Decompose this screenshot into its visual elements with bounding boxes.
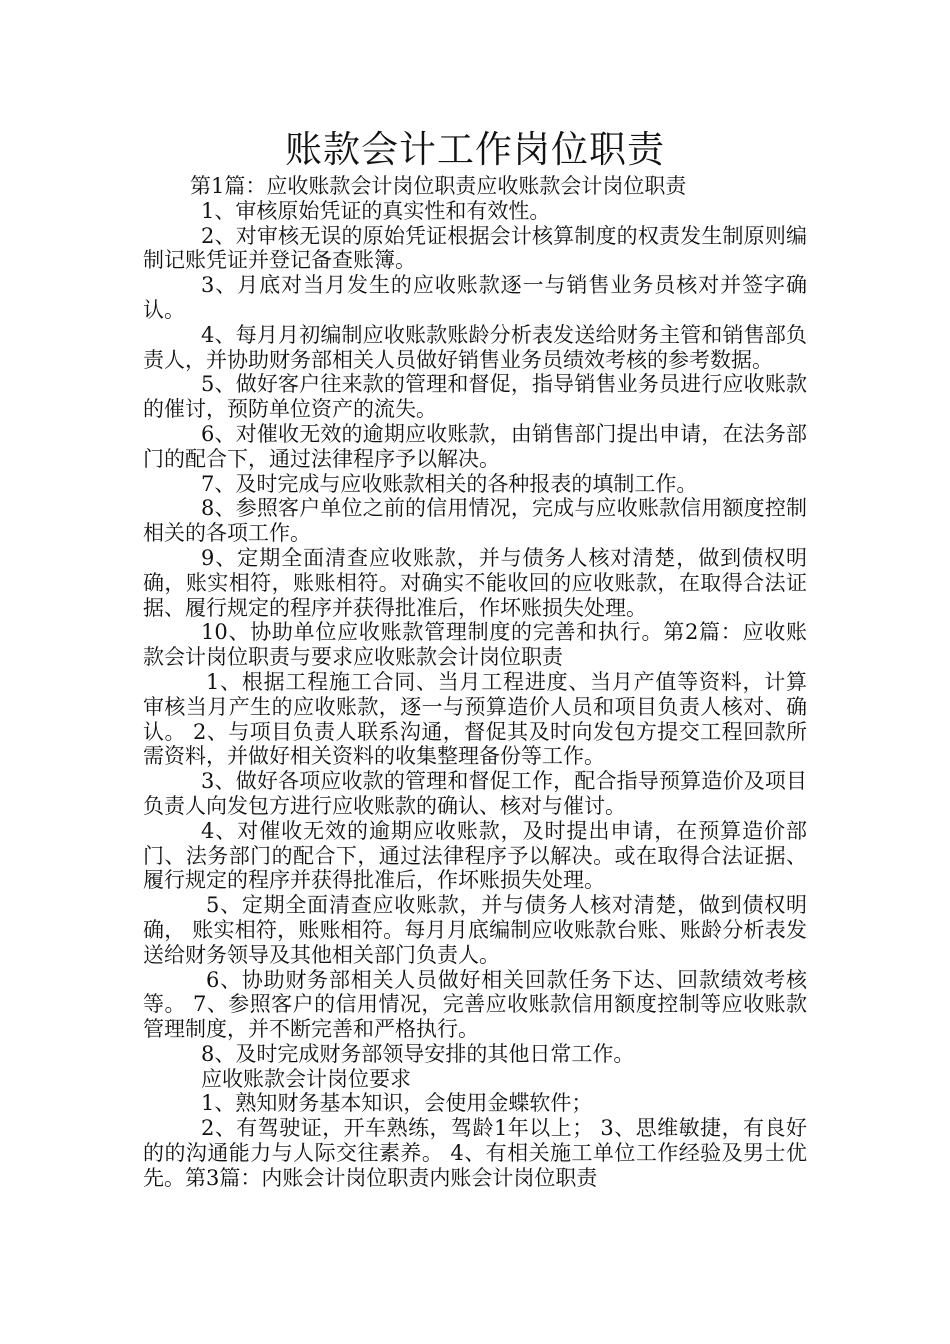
document-title: 账款会计工作岗位职责: [285, 128, 665, 171]
body-paragraph: 8、参照客户单位之前的信用情况，完成与应收账款信用额度控制相关的各项工作。: [143, 496, 807, 546]
body-paragraph: 10、协助单位应收账款管理制度的完善和执行。第2篇：应收账款会计岗位职责与要求应收账款会计岗位职责: [143, 620, 807, 670]
body-paragraph: 3、月底对当月发生的应收账款逐一与销售业务员核对并签字确认。: [143, 273, 807, 322]
body-paragraph: 2、有驾驶证，开车熟练，驾龄1年以上； 3、思维敏捷，有良好的的沟通能力与人际交往素养。 4、有相关施工单位工作经验及男士优先。第3篇：内账会计岗位职责内账会计岗位职责: [143, 1116, 807, 1190]
body-paragraph: 5、定期全面清查应收账款，并与债务人核对清楚，做到债权明确， 账实相符，账账相符。每月月底编制应收账款台账、账龄分析表发送给财务领导及其他相关部门负责人。: [143, 893, 807, 967]
body-paragraph: 7、及时完成与应收账款相关的各种报表的填制工作。: [201, 471, 698, 496]
body-paragraph: 5、做好客户往来款的管理和督促，指导销售业务员进行应收账款的催讨，预防单位资产的流失。: [143, 372, 807, 422]
body-paragraph: 3、做好各项应收款的管理和督促工作，配合指导预算造价及项目负责人向发包方进行应收账款的确认、核对与催讨。: [143, 769, 807, 818]
body-paragraph: 6、对催收无效的逾期应收账款，由销售部门提出申请，在法务部门的配合下，通过法律程序予以解决。: [143, 421, 807, 471]
body-paragraph: 8、及时完成财务部领导安排的其他日常工作。: [201, 1041, 635, 1066]
document-body: [143, 174, 807, 1191]
body-paragraph: 9、定期全面清查应收账款，并与债务人核对清楚，做到债权明确，账实相符，账账相符。对确实不能收回的应收账款，在取得合法证据、履行规定的程序并获得批准后，作坏账损失处理。: [143, 545, 807, 620]
body-paragraph: 1、根据工程施工合同、当月工程进度、当月产值等资料，计算审核当月产生的应收账款，逐一与预算造价人员和项目负责人核对、确认。 2、与项目负责人联系沟通，督促其及时向发包方提交工程回款所需资料，并做好相关资料的收集整理备份等工作。: [143, 669, 807, 769]
body-paragraph: 4、对催收无效的逾期应收账款，及时提出申请，在预算造价部门、法务部门的配合下，通过法律程序予以解决。或在取得合法证据、履行规定的程序并获得批准后，作坏账损失处理。: [143, 818, 807, 893]
body-paragraph: 2、对审核无误的原始凭证根据会计核算制度的权责发生制原则编制记账凭证并登记备查账簿。: [143, 223, 807, 273]
section-subheading: 应收账款会计岗位要求: [201, 1066, 411, 1091]
section-heading: 第1篇：应收账款会计岗位职责应收账款会计岗位职责: [190, 174, 687, 198]
body-paragraph: 1、熟知财务基本知识，会使用金蝶软件；: [201, 1091, 593, 1116]
body-paragraph: 6、协助财务部相关人员做好相关回款任务下达、回款绩效考核等。 7、参照客户的信用情况，完善应收账款信用额度控制等应收账款管理制度，并不断完善和严格执行。: [143, 967, 807, 1042]
body-paragraph: 1、审核原始凭证的真实性和有效性。: [201, 198, 551, 223]
body-paragraph: 4、每月月初编制应收账款账龄分析表发送给财务主管和销售部负责人，并协助财务部相关人员做好销售业务员绩效考核的参考数据。: [143, 322, 807, 372]
